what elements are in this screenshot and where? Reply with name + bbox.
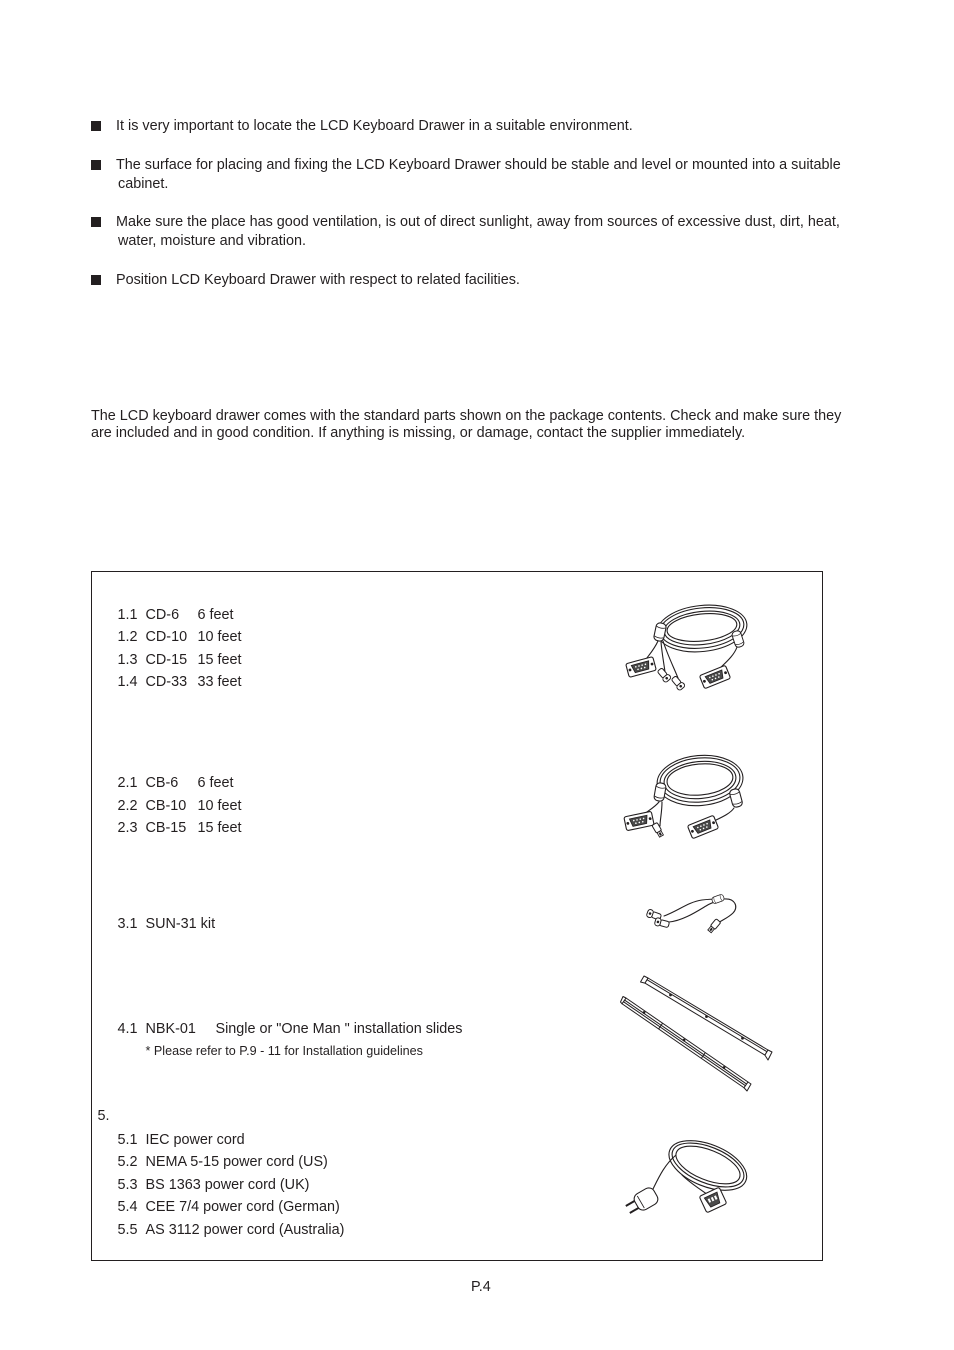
item-length: 10 feet bbox=[197, 628, 242, 645]
item-number: 1.3 bbox=[117, 651, 138, 668]
square-bullet-icon bbox=[91, 275, 101, 285]
mains-plug bbox=[623, 1185, 660, 1217]
square-bullet-icon bbox=[91, 121, 101, 131]
sun-kit-cable-icon bbox=[640, 890, 742, 936]
item-length: 15 feet bbox=[197, 819, 242, 836]
note-line: The surface for placing and fixing the LCD Keyboard Drawer should be stable and level or mounted into a suitable bbox=[116, 157, 841, 173]
vga-connector bbox=[699, 665, 730, 688]
vga-connector bbox=[623, 811, 653, 831]
item-label: CEE 7/4 power cord (German) bbox=[145, 1198, 340, 1215]
item-number: 1.4 bbox=[117, 673, 138, 690]
power-cord-item bbox=[92, 1221, 822, 1239]
item-model: CD-15 bbox=[145, 651, 188, 668]
item-model: NBK-01 bbox=[145, 1020, 196, 1037]
item-number: 2.3 bbox=[117, 819, 138, 836]
item-model: CB-6 bbox=[145, 774, 179, 791]
square-bullet-icon bbox=[91, 160, 101, 170]
item-model: CB-10 bbox=[145, 797, 187, 814]
item-number: 1.1 bbox=[117, 606, 138, 623]
square-bullet-icon bbox=[91, 217, 101, 227]
intro-line: are included and in good condition. If anything is missing, or damage, contact the supplier immediately. bbox=[91, 425, 746, 441]
cb-cable-icon bbox=[620, 752, 748, 852]
ferrite-bead bbox=[728, 788, 742, 808]
power-cord-icon bbox=[620, 1135, 750, 1220]
slide-rails-icon bbox=[620, 974, 775, 1094]
intro-line: The LCD keyboard drawer comes with the standard parts shown on the package contents. Check and make sure they bbox=[91, 408, 842, 424]
item-label: AS 3112 power cord (Australia) bbox=[145, 1221, 345, 1238]
item-number: 5.5 bbox=[117, 1221, 138, 1238]
slide-rail bbox=[620, 996, 751, 1091]
note-line: water, moisture and vibration. bbox=[118, 233, 306, 249]
usb-connector bbox=[651, 822, 663, 837]
note-line: It is very important to locate the LCD Keyboard Drawer in a suitable environment. bbox=[116, 118, 633, 134]
item-length: 15 feet bbox=[197, 651, 242, 668]
cable-coil bbox=[661, 1130, 753, 1200]
note-line: Make sure the place has good ventilation, is out of direct sunlight, away from sources of excessive dust, dirt, heat, bbox=[116, 214, 840, 230]
ferrite-bead bbox=[653, 622, 667, 642]
vga-connector bbox=[625, 656, 656, 677]
power-cords-heading: 5. bbox=[97, 1107, 110, 1124]
item-number: 4.1 bbox=[117, 1020, 138, 1037]
note-line: cabinet. bbox=[118, 176, 169, 192]
ps2-connector bbox=[654, 917, 670, 928]
item-label: SUN-31 kit bbox=[145, 915, 216, 932]
package-contents-box bbox=[91, 571, 823, 1261]
vga-connector bbox=[687, 815, 718, 838]
item-number: 3.1 bbox=[117, 915, 138, 932]
item-length: 6 feet bbox=[197, 774, 234, 791]
item-length: 6 feet bbox=[197, 606, 234, 623]
item-number: 2.1 bbox=[117, 774, 138, 791]
item-number: 5.2 bbox=[117, 1153, 138, 1170]
sun-connector bbox=[707, 918, 721, 933]
item-model: CD-6 bbox=[145, 606, 180, 623]
item-label: IEC power cord bbox=[145, 1131, 245, 1148]
item-number: 2.2 bbox=[117, 797, 138, 814]
ferrite-bead bbox=[653, 782, 666, 801]
item-description: Single or "One Man " installation slides bbox=[215, 1020, 463, 1037]
item-label: BS 1363 power cord (UK) bbox=[145, 1176, 310, 1193]
cable-coil bbox=[654, 600, 748, 655]
item-number: 1.2 bbox=[117, 628, 138, 645]
installation-guideline-note: * Please refer to P.9 - 11 for Installation guidelines bbox=[145, 1043, 423, 1058]
item-length: 33 feet bbox=[197, 673, 242, 690]
cd-cable-icon bbox=[620, 600, 748, 700]
ps2-connector bbox=[656, 667, 671, 683]
item-number: 5.1 bbox=[117, 1131, 138, 1148]
item-model: CB-15 bbox=[145, 819, 187, 836]
item-label: NEMA 5-15 power cord (US) bbox=[145, 1153, 328, 1170]
item-number: 5.3 bbox=[117, 1176, 138, 1193]
ferrite-bead bbox=[711, 893, 725, 903]
ferrite-bead bbox=[731, 629, 745, 647]
item-number: 5.4 bbox=[117, 1198, 138, 1215]
item-model: CD-10 bbox=[145, 628, 188, 645]
item-model: CD-33 bbox=[145, 673, 188, 690]
page-number: P.4 bbox=[471, 1279, 491, 1295]
item-length: 10 feet bbox=[197, 797, 242, 814]
note-line: Position LCD Keyboard Drawer with respect to related facilities. bbox=[116, 272, 520, 288]
slide-rail bbox=[640, 976, 772, 1060]
